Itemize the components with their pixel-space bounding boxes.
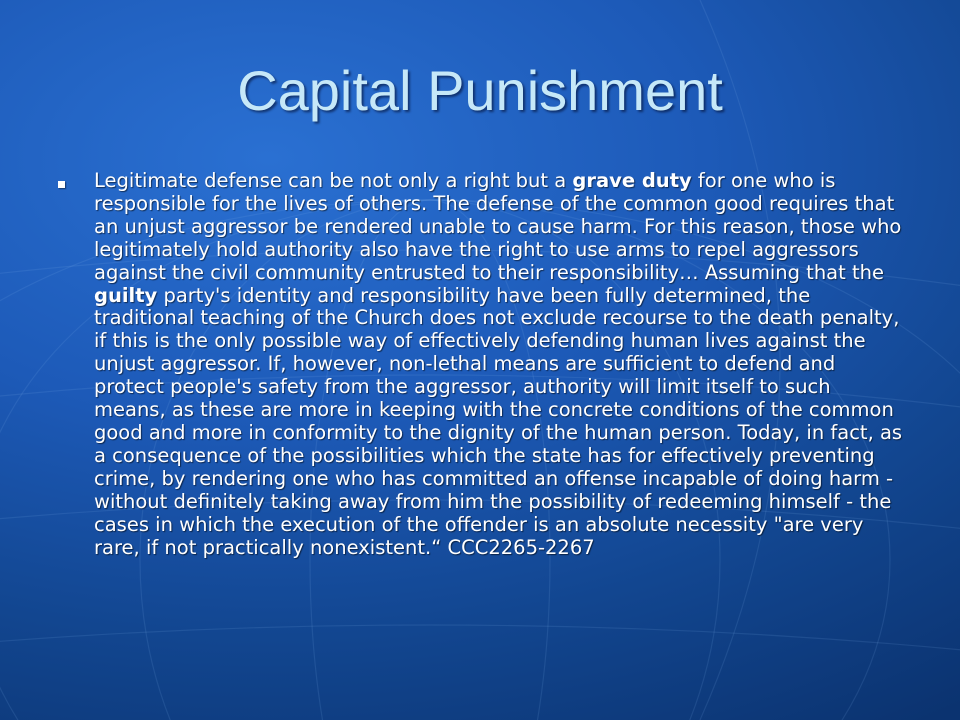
bullet-text-segment: for one who is responsible for the lives of others. The defense of the common good requires that an unjust aggressor be rendered unable to cause harm. For this reason, those who legitimately hold authority also have the right to use arms to repel aggressors against the civil community entrusted to their responsibility… Assuming that the	[94, 169, 902, 284]
bullet-text-segment: Legitimate defense can be not only a right but a	[94, 169, 573, 192]
bullet-text-segment: party's identity and responsibility have been fully determined, the traditional teaching of the Church does not exclude recourse to the death penalty, if this is the only possible way of effectively defending human lives against the unjust aggressor. If, however, non-lethal means are sufficient to defend and protect people's safety from the aggressor, authority will limit itself to such means, as these are more in keeping with the concrete conditions of the common good and more in conformity to the dignity of the human person. Today, in fact, as a consequence of the possibilities which the state has for effectively preventing crime, by rendering one who has committed an offense incapable of doing harm - without definitely taking away from him the possibility of redeeming himself - the cases in which the execution of the offender is an absolute necessity "are very rare, if not practically nonexistent.“ CCC2265-2267	[94, 283, 903, 559]
bold-phrase-guilty: guilty	[94, 283, 158, 307]
bullet-text	[94, 170, 908, 559]
square-bullet-icon	[58, 181, 65, 188]
slide-title: Capital Punishment	[237, 59, 723, 122]
bullet-item	[56, 170, 908, 559]
slide-content	[56, 170, 908, 559]
bold-phrase-grave-duty: grave duty	[572, 169, 692, 192]
